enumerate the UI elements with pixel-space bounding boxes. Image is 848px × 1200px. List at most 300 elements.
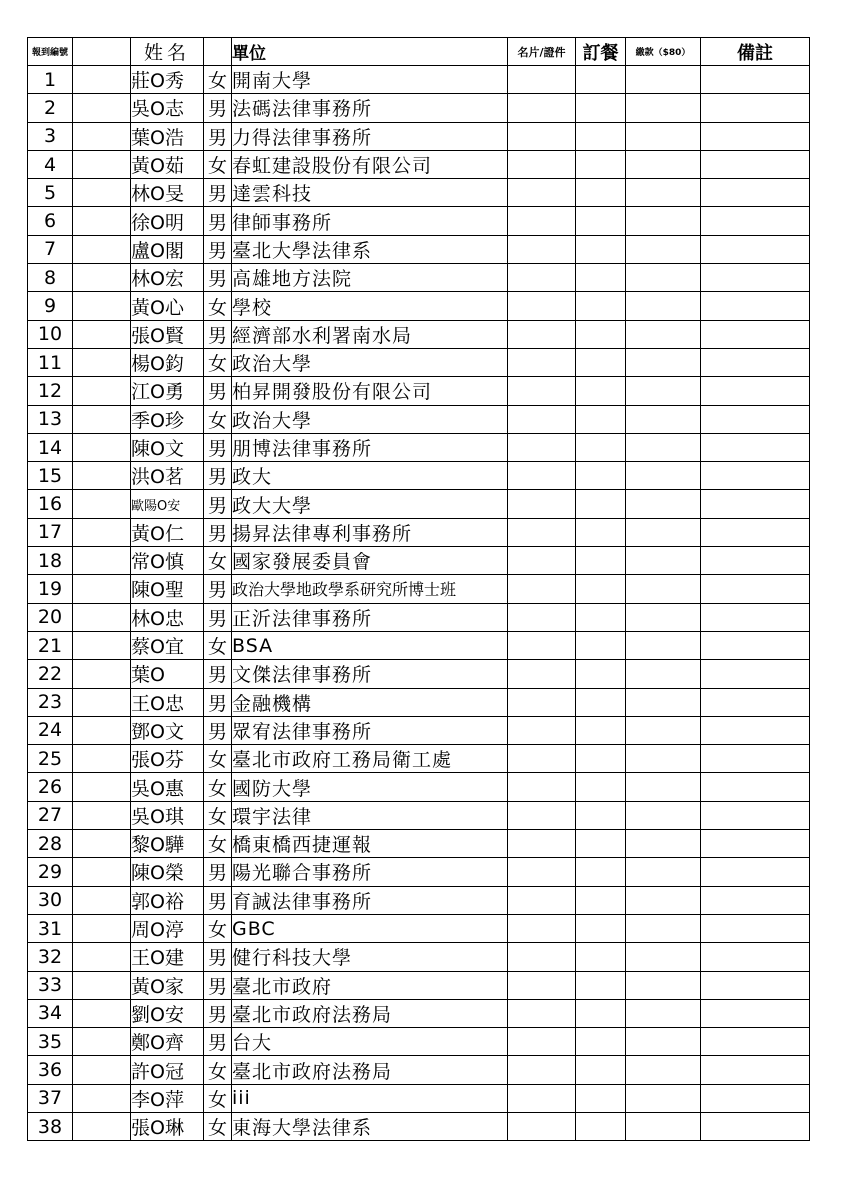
table-row bbox=[28, 830, 810, 858]
payment-cell bbox=[626, 830, 701, 858]
attendee-name: 莊O秀 bbox=[131, 66, 204, 94]
attendee-gender: 男 bbox=[204, 433, 232, 461]
card-id-cell bbox=[508, 462, 576, 490]
table-row bbox=[28, 179, 810, 207]
attendee-unit: 臺北市政府工務局衛工處 bbox=[232, 745, 508, 773]
card-id-cell bbox=[508, 858, 576, 886]
row-number: 5 bbox=[28, 179, 73, 207]
blank-cell bbox=[73, 264, 131, 292]
meal-cell bbox=[576, 94, 626, 122]
blank-cell bbox=[73, 292, 131, 320]
meal-cell bbox=[576, 264, 626, 292]
remark-cell bbox=[701, 66, 810, 94]
remark-cell bbox=[701, 122, 810, 150]
attendee-gender: 男 bbox=[204, 575, 232, 603]
remark-cell bbox=[701, 603, 810, 631]
row-number: 32 bbox=[28, 943, 73, 971]
attendee-name: 張O芬 bbox=[131, 745, 204, 773]
table-row bbox=[28, 886, 810, 914]
attendee-name: 常O慎 bbox=[131, 547, 204, 575]
card-id-cell bbox=[508, 660, 576, 688]
blank-cell bbox=[73, 830, 131, 858]
attendee-name: 黃O茹 bbox=[131, 150, 204, 178]
blank-cell bbox=[73, 150, 131, 178]
attendee-gender: 女 bbox=[204, 405, 232, 433]
card-id-cell bbox=[508, 235, 576, 263]
attendee-gender: 男 bbox=[204, 660, 232, 688]
blank-cell bbox=[73, 179, 131, 207]
attendee-gender: 女 bbox=[204, 348, 232, 376]
blank-cell bbox=[73, 886, 131, 914]
attendee-gender: 男 bbox=[204, 999, 232, 1027]
meal-cell bbox=[576, 66, 626, 94]
attendee-name: 吳O惠 bbox=[131, 773, 204, 801]
attendee-gender: 男 bbox=[204, 207, 232, 235]
attendee-gender: 女 bbox=[204, 914, 232, 942]
meal-cell bbox=[576, 1056, 626, 1084]
meal-cell bbox=[576, 1028, 626, 1056]
attendee-name: 吳O志 bbox=[131, 94, 204, 122]
attendee-name: 王O忠 bbox=[131, 688, 204, 716]
blank-cell bbox=[73, 66, 131, 94]
remark-cell bbox=[701, 914, 810, 942]
attendee-unit: 陽光聯合事務所 bbox=[232, 858, 508, 886]
header-gender bbox=[204, 38, 232, 66]
blank-cell bbox=[73, 348, 131, 376]
attendee-gender: 女 bbox=[204, 773, 232, 801]
payment-cell bbox=[626, 943, 701, 971]
blank-cell bbox=[73, 631, 131, 659]
meal-cell bbox=[576, 547, 626, 575]
row-number: 23 bbox=[28, 688, 73, 716]
attendee-name: 盧O閣 bbox=[131, 235, 204, 263]
attendee-name: 葉O浩 bbox=[131, 122, 204, 150]
remark-cell bbox=[701, 1028, 810, 1056]
row-number: 18 bbox=[28, 547, 73, 575]
remark-cell bbox=[701, 292, 810, 320]
row-number: 33 bbox=[28, 971, 73, 999]
meal-cell bbox=[576, 207, 626, 235]
table-row bbox=[28, 235, 810, 263]
attendee-unit: 臺北大學法律系 bbox=[232, 235, 508, 263]
card-id-cell bbox=[508, 971, 576, 999]
remark-cell bbox=[701, 94, 810, 122]
card-id-cell bbox=[508, 292, 576, 320]
attendee-gender: 男 bbox=[204, 462, 232, 490]
attendee-gender: 女 bbox=[204, 1084, 232, 1112]
table-row bbox=[28, 405, 810, 433]
header-meal: 訂餐 bbox=[576, 38, 626, 66]
attendee-name: 王O建 bbox=[131, 943, 204, 971]
meal-cell bbox=[576, 801, 626, 829]
remark-cell bbox=[701, 320, 810, 348]
attendee-gender: 女 bbox=[204, 150, 232, 178]
attendee-unit: 律師事務所 bbox=[232, 207, 508, 235]
blank-cell bbox=[73, 914, 131, 942]
attendee-gender: 女 bbox=[204, 66, 232, 94]
blank-cell bbox=[73, 603, 131, 631]
table-row bbox=[28, 1084, 810, 1112]
payment-cell bbox=[626, 773, 701, 801]
blank-cell bbox=[73, 971, 131, 999]
attendee-unit: 朋博法律事務所 bbox=[232, 433, 508, 461]
table-row bbox=[28, 801, 810, 829]
attendee-name: 陳O聖 bbox=[131, 575, 204, 603]
remark-cell bbox=[701, 830, 810, 858]
table-row bbox=[28, 547, 810, 575]
attendee-gender: 女 bbox=[204, 1112, 232, 1140]
payment-cell bbox=[626, 716, 701, 744]
attendee-name: 陳O榮 bbox=[131, 858, 204, 886]
attendee-gender: 男 bbox=[204, 94, 232, 122]
table-row bbox=[28, 1056, 810, 1084]
remark-cell bbox=[701, 264, 810, 292]
payment-cell bbox=[626, 94, 701, 122]
meal-cell bbox=[576, 1084, 626, 1112]
row-number: 27 bbox=[28, 801, 73, 829]
row-number: 4 bbox=[28, 150, 73, 178]
attendee-gender: 男 bbox=[204, 1028, 232, 1056]
meal-cell bbox=[576, 292, 626, 320]
attendee-unit: 揚昇法律專利事務所 bbox=[232, 518, 508, 546]
blank-cell bbox=[73, 716, 131, 744]
remark-cell bbox=[701, 801, 810, 829]
remark-cell bbox=[701, 858, 810, 886]
payment-cell bbox=[626, 858, 701, 886]
attendee-name: 歐陽O安 bbox=[131, 490, 204, 518]
blank-cell bbox=[73, 1056, 131, 1084]
attendee-gender: 男 bbox=[204, 688, 232, 716]
card-id-cell bbox=[508, 830, 576, 858]
table-row bbox=[28, 264, 810, 292]
meal-cell bbox=[576, 518, 626, 546]
attendee-unit: 力得法律事務所 bbox=[232, 122, 508, 150]
meal-cell bbox=[576, 235, 626, 263]
card-id-cell bbox=[508, 348, 576, 376]
blank-cell bbox=[73, 518, 131, 546]
payment-cell bbox=[626, 547, 701, 575]
card-id-cell bbox=[508, 1112, 576, 1140]
card-id-cell bbox=[508, 1056, 576, 1084]
attendee-gender: 女 bbox=[204, 1056, 232, 1084]
remark-cell bbox=[701, 207, 810, 235]
payment-cell bbox=[626, 631, 701, 659]
meal-cell bbox=[576, 150, 626, 178]
row-number: 22 bbox=[28, 660, 73, 688]
meal-cell bbox=[576, 348, 626, 376]
table-row bbox=[28, 1112, 810, 1140]
card-id-cell bbox=[508, 773, 576, 801]
row-number: 1 bbox=[28, 66, 73, 94]
attendee-name: 黃O家 bbox=[131, 971, 204, 999]
row-number: 6 bbox=[28, 207, 73, 235]
blank-cell bbox=[73, 235, 131, 263]
table-row bbox=[28, 490, 810, 518]
table-row bbox=[28, 66, 810, 94]
meal-cell bbox=[576, 575, 626, 603]
remark-cell bbox=[701, 773, 810, 801]
meal-cell bbox=[576, 886, 626, 914]
card-id-cell bbox=[508, 886, 576, 914]
blank-cell bbox=[73, 122, 131, 150]
card-id-cell bbox=[508, 150, 576, 178]
card-id-cell bbox=[508, 914, 576, 942]
row-number: 3 bbox=[28, 122, 73, 150]
card-id-cell bbox=[508, 405, 576, 433]
meal-cell bbox=[576, 603, 626, 631]
attendee-name: 楊O鈞 bbox=[131, 348, 204, 376]
attendee-unit: 政治大學地政學系研究所博士班 bbox=[232, 575, 508, 603]
row-number: 17 bbox=[28, 518, 73, 546]
card-id-cell bbox=[508, 122, 576, 150]
remark-cell bbox=[701, 999, 810, 1027]
table-row bbox=[28, 122, 810, 150]
table-row bbox=[28, 292, 810, 320]
remark-cell bbox=[701, 490, 810, 518]
attendee-unit: 正沂法律事務所 bbox=[232, 603, 508, 631]
payment-cell bbox=[626, 405, 701, 433]
attendee-name: 蔡O宜 bbox=[131, 631, 204, 659]
table-row bbox=[28, 348, 810, 376]
blank-cell bbox=[73, 320, 131, 348]
table-row bbox=[28, 688, 810, 716]
card-id-cell bbox=[508, 688, 576, 716]
blank-cell bbox=[73, 999, 131, 1027]
blank-cell bbox=[73, 773, 131, 801]
table-row bbox=[28, 207, 810, 235]
card-id-cell bbox=[508, 1028, 576, 1056]
card-id-cell bbox=[508, 518, 576, 546]
attendee-unit: 金融機構 bbox=[232, 688, 508, 716]
payment-cell bbox=[626, 886, 701, 914]
row-number: 20 bbox=[28, 603, 73, 631]
blank-cell bbox=[73, 858, 131, 886]
remark-cell bbox=[701, 716, 810, 744]
row-number: 30 bbox=[28, 886, 73, 914]
row-number: 16 bbox=[28, 490, 73, 518]
meal-cell bbox=[576, 943, 626, 971]
attendee-name: 葉O bbox=[131, 660, 204, 688]
payment-cell bbox=[626, 603, 701, 631]
row-number: 19 bbox=[28, 575, 73, 603]
attendee-unit: 國防大學 bbox=[232, 773, 508, 801]
payment-cell bbox=[626, 660, 701, 688]
payment-cell bbox=[626, 518, 701, 546]
payment-cell bbox=[626, 377, 701, 405]
attendee-unit: GBC bbox=[232, 914, 508, 942]
attendee-gender: 男 bbox=[204, 320, 232, 348]
blank-cell bbox=[73, 462, 131, 490]
table-row bbox=[28, 999, 810, 1027]
header-name: 姓名 bbox=[131, 38, 204, 66]
attendee-unit: 橋東橋西捷運報 bbox=[232, 830, 508, 858]
remark-cell bbox=[701, 348, 810, 376]
attendee-unit: 育誠法律事務所 bbox=[232, 886, 508, 914]
row-number: 8 bbox=[28, 264, 73, 292]
attendee-name: 吳O琪 bbox=[131, 801, 204, 829]
attendee-name: 季O珍 bbox=[131, 405, 204, 433]
meal-cell bbox=[576, 830, 626, 858]
remark-cell bbox=[701, 235, 810, 263]
blank-cell bbox=[73, 490, 131, 518]
payment-cell bbox=[626, 971, 701, 999]
header-row bbox=[28, 38, 810, 66]
card-id-cell bbox=[508, 264, 576, 292]
attendee-name: 郭O裕 bbox=[131, 886, 204, 914]
meal-cell bbox=[576, 914, 626, 942]
attendee-gender: 男 bbox=[204, 886, 232, 914]
card-id-cell bbox=[508, 745, 576, 773]
payment-cell bbox=[626, 1084, 701, 1112]
table-row bbox=[28, 631, 810, 659]
attendee-unit: 台大 bbox=[232, 1028, 508, 1056]
attendee-name: 張O賢 bbox=[131, 320, 204, 348]
remark-cell bbox=[701, 1056, 810, 1084]
attendee-gender: 男 bbox=[204, 603, 232, 631]
payment-cell bbox=[626, 1112, 701, 1140]
attendee-unit: 臺北市政府法務局 bbox=[232, 1056, 508, 1084]
remark-cell bbox=[701, 1084, 810, 1112]
row-number: 34 bbox=[28, 999, 73, 1027]
card-id-cell bbox=[508, 433, 576, 461]
payment-cell bbox=[626, 914, 701, 942]
row-number: 10 bbox=[28, 320, 73, 348]
attendee-unit: 經濟部水利署南水局 bbox=[232, 320, 508, 348]
blank-cell bbox=[73, 660, 131, 688]
payment-cell bbox=[626, 999, 701, 1027]
card-id-cell bbox=[508, 943, 576, 971]
table-row bbox=[28, 575, 810, 603]
blank-cell bbox=[73, 943, 131, 971]
remark-cell bbox=[701, 1112, 810, 1140]
meal-cell bbox=[576, 716, 626, 744]
attendee-name: 洪O茗 bbox=[131, 462, 204, 490]
table-row bbox=[28, 518, 810, 546]
row-number: 24 bbox=[28, 716, 73, 744]
payment-cell bbox=[626, 688, 701, 716]
payment-cell bbox=[626, 1028, 701, 1056]
blank-cell bbox=[73, 94, 131, 122]
card-id-cell bbox=[508, 94, 576, 122]
row-number: 26 bbox=[28, 773, 73, 801]
meal-cell bbox=[576, 320, 626, 348]
meal-cell bbox=[576, 631, 626, 659]
table-row bbox=[28, 150, 810, 178]
attendee-unit: 環宇法律 bbox=[232, 801, 508, 829]
attendee-unit: 文傑法律事務所 bbox=[232, 660, 508, 688]
attendee-name: 林O忠 bbox=[131, 603, 204, 631]
table-row bbox=[28, 773, 810, 801]
table-row bbox=[28, 858, 810, 886]
header-payment: 繳款（$80） bbox=[626, 38, 701, 66]
attendee-name: 劉O安 bbox=[131, 999, 204, 1027]
attendee-unit: 臺北市政府法務局 bbox=[232, 999, 508, 1027]
attendee-name: 鄧O文 bbox=[131, 716, 204, 744]
row-number: 37 bbox=[28, 1084, 73, 1112]
attendee-name: 江O勇 bbox=[131, 377, 204, 405]
card-id-cell bbox=[508, 999, 576, 1027]
attendee-gender: 女 bbox=[204, 801, 232, 829]
card-id-cell bbox=[508, 716, 576, 744]
meal-cell bbox=[576, 433, 626, 461]
row-number: 38 bbox=[28, 1112, 73, 1140]
table-row bbox=[28, 377, 810, 405]
card-id-cell bbox=[508, 490, 576, 518]
meal-cell bbox=[576, 999, 626, 1027]
payment-cell bbox=[626, 348, 701, 376]
payment-cell bbox=[626, 433, 701, 461]
remark-cell bbox=[701, 405, 810, 433]
attendee-name: 徐O明 bbox=[131, 207, 204, 235]
meal-cell bbox=[576, 773, 626, 801]
row-number: 28 bbox=[28, 830, 73, 858]
meal-cell bbox=[576, 405, 626, 433]
attendee-name: 陳O文 bbox=[131, 433, 204, 461]
meal-cell bbox=[576, 377, 626, 405]
attendee-gender: 男 bbox=[204, 971, 232, 999]
attendee-unit: 健行科技大學 bbox=[232, 943, 508, 971]
blank-cell bbox=[73, 405, 131, 433]
remark-cell bbox=[701, 433, 810, 461]
table-row bbox=[28, 94, 810, 122]
payment-cell bbox=[626, 150, 701, 178]
attendee-unit: 國家發展委員會 bbox=[232, 547, 508, 575]
remark-cell bbox=[701, 745, 810, 773]
table-row bbox=[28, 320, 810, 348]
attendee-gender: 男 bbox=[204, 518, 232, 546]
card-id-cell bbox=[508, 547, 576, 575]
attendee-name: 李O萍 bbox=[131, 1084, 204, 1112]
table-row bbox=[28, 716, 810, 744]
attendee-name: 鄭O齊 bbox=[131, 1028, 204, 1056]
payment-cell bbox=[626, 462, 701, 490]
header-remark: 備註 bbox=[701, 38, 810, 66]
attendee-name: 許O冠 bbox=[131, 1056, 204, 1084]
blank-cell bbox=[73, 547, 131, 575]
payment-cell bbox=[626, 235, 701, 263]
attendee-unit: 政治大學 bbox=[232, 348, 508, 376]
attendee-gender: 女 bbox=[204, 292, 232, 320]
attendee-unit: 政治大學 bbox=[232, 405, 508, 433]
row-number: 14 bbox=[28, 433, 73, 461]
blank-cell bbox=[73, 1028, 131, 1056]
remark-cell bbox=[701, 688, 810, 716]
remark-cell bbox=[701, 547, 810, 575]
attendee-gender: 男 bbox=[204, 377, 232, 405]
meal-cell bbox=[576, 660, 626, 688]
registration-table bbox=[27, 37, 810, 1141]
payment-cell bbox=[626, 179, 701, 207]
attendee-name: 張O琳 bbox=[131, 1112, 204, 1140]
roster-body bbox=[28, 66, 810, 1141]
row-number: 9 bbox=[28, 292, 73, 320]
table-row bbox=[28, 462, 810, 490]
payment-cell bbox=[626, 264, 701, 292]
payment-cell bbox=[626, 575, 701, 603]
table-row bbox=[28, 971, 810, 999]
row-number: 29 bbox=[28, 858, 73, 886]
blank-cell bbox=[73, 745, 131, 773]
attendee-name: 周O渟 bbox=[131, 914, 204, 942]
payment-cell bbox=[626, 122, 701, 150]
card-id-cell bbox=[508, 603, 576, 631]
header-unit: 單位 bbox=[232, 38, 508, 66]
attendee-name: 黃O心 bbox=[131, 292, 204, 320]
header-blank bbox=[73, 38, 131, 66]
header-reg-no: 報到編號 bbox=[28, 38, 73, 66]
meal-cell bbox=[576, 490, 626, 518]
remark-cell bbox=[701, 575, 810, 603]
